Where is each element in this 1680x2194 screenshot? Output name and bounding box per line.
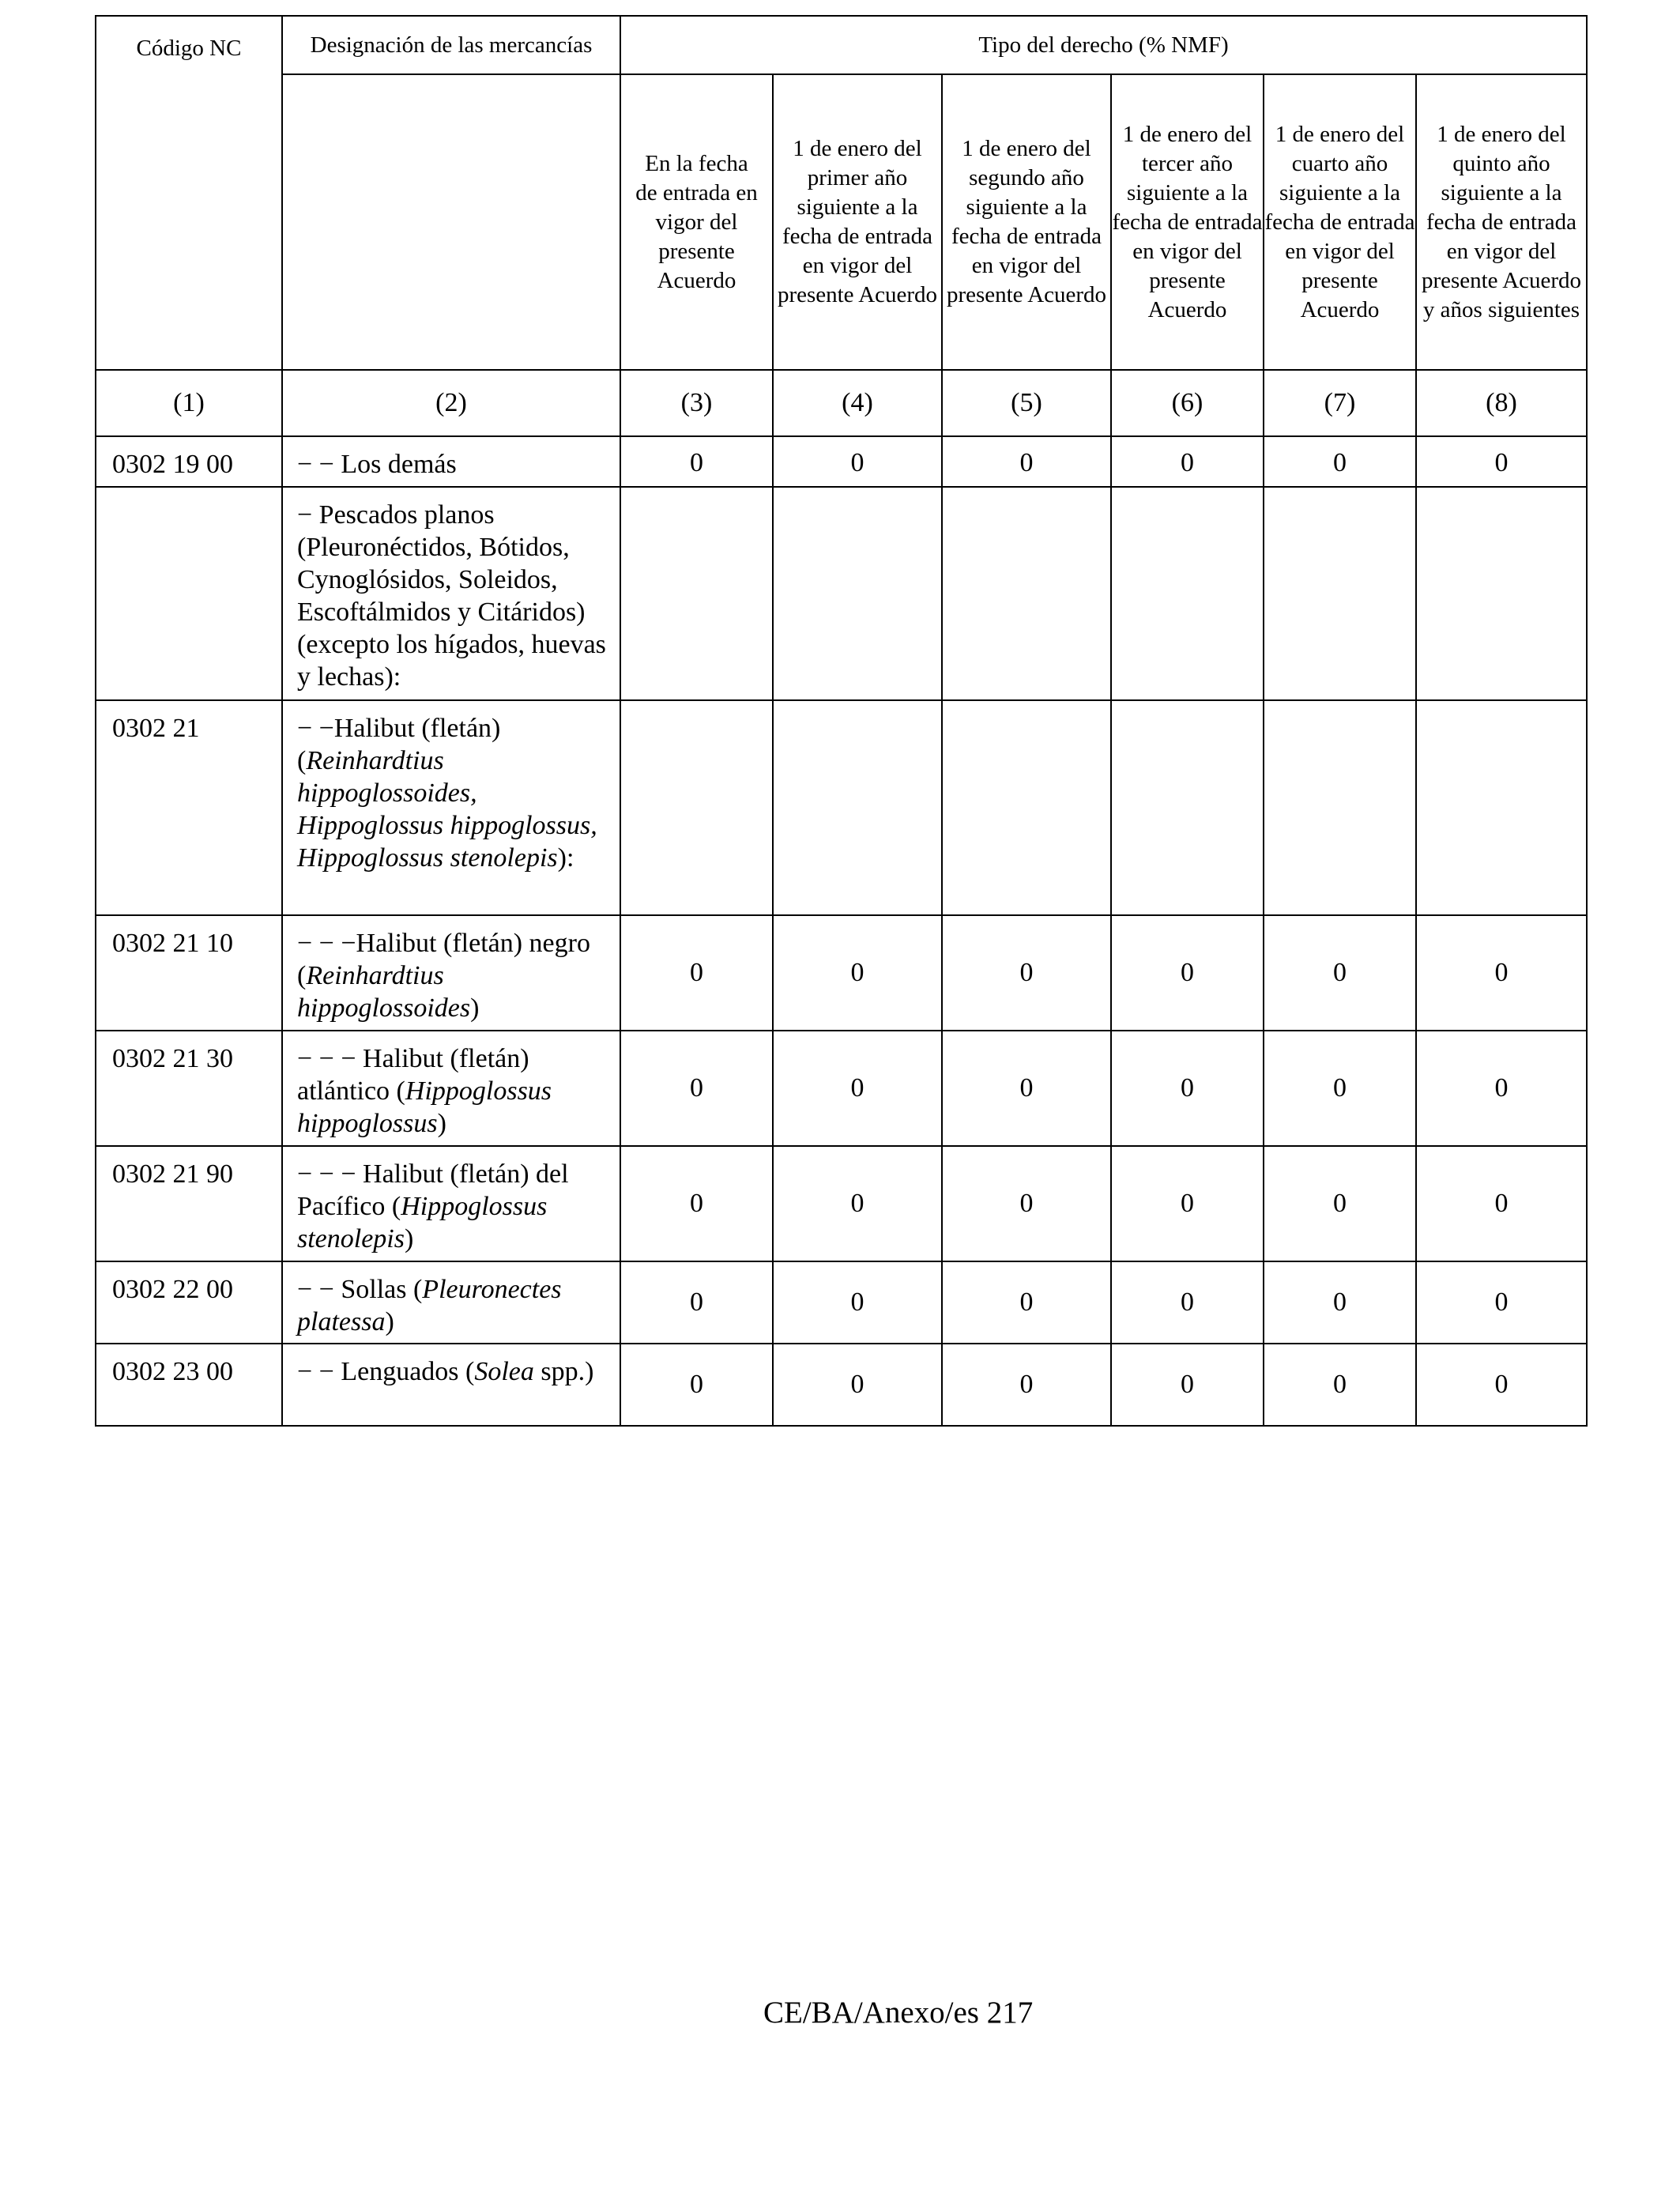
duty-rate: 0 bbox=[620, 436, 773, 487]
duty-rate: 0 bbox=[773, 1146, 942, 1261]
duty-rate: 0 bbox=[1264, 436, 1416, 487]
cn-code: 0302 21 10 bbox=[96, 915, 282, 1031]
scientific-name: Reinhardtius hippoglossoides bbox=[297, 961, 471, 1023]
duty-rate: 0 bbox=[1416, 1031, 1587, 1146]
goods-description bbox=[282, 700, 620, 915]
cn-code: 0302 21 bbox=[96, 700, 282, 915]
header-designation: Designación de las mercancías bbox=[282, 16, 620, 74]
table-row bbox=[96, 1031, 1587, 1146]
header-column-5: 1 de enero del segundo año siguiente a la fecha de entrada en vigor del presente Acuerdo bbox=[942, 74, 1111, 370]
header-duty: Tipo del derecho (% NMF) bbox=[620, 16, 1587, 74]
cn-code bbox=[96, 487, 282, 700]
duty-rate: 0 bbox=[942, 1031, 1111, 1146]
description-text: − − −Halibut (fletán) negro ( bbox=[297, 929, 590, 990]
header-column-4: 1 de enero del primer año siguiente a la fecha de entrada en vigor del presente Acuerdo bbox=[773, 74, 942, 370]
header-designation-blank bbox=[282, 74, 620, 370]
column-number: (6) bbox=[1111, 370, 1264, 436]
duty-rate: 0 bbox=[1111, 1261, 1264, 1344]
duty-rate: 0 bbox=[1416, 1344, 1587, 1426]
duty-rate: 0 bbox=[1264, 1344, 1416, 1426]
column-number: (7) bbox=[1264, 370, 1416, 436]
duty-rate bbox=[1111, 487, 1264, 700]
duty-rate: 0 bbox=[773, 436, 942, 487]
header-code: Código NC bbox=[96, 16, 282, 370]
column-number: (8) bbox=[1416, 370, 1587, 436]
duty-rate: 0 bbox=[1264, 915, 1416, 1031]
duty-rate: 0 bbox=[773, 1261, 942, 1344]
table-row bbox=[96, 487, 1587, 700]
duty-rate: 0 bbox=[942, 1344, 1111, 1426]
header-column-3: En la fecha de entrada en vigor del presente Acuerdo bbox=[620, 74, 773, 370]
column-number: (3) bbox=[620, 370, 773, 436]
page-footer: CE/BA/Anexo/es 217 bbox=[763, 1996, 1034, 2030]
duty-rate: 0 bbox=[1264, 1031, 1416, 1146]
duty-rate bbox=[1264, 487, 1416, 700]
description-text: ) bbox=[385, 1307, 394, 1336]
duty-rate bbox=[1416, 700, 1587, 915]
duty-rate: 0 bbox=[1111, 436, 1264, 487]
goods-description bbox=[282, 915, 620, 1031]
scientific-name: Pleuronectes platessa bbox=[297, 1275, 562, 1336]
table-row bbox=[96, 1261, 1587, 1344]
cn-code: 0302 22 00 bbox=[96, 1261, 282, 1344]
duty-rate: 0 bbox=[942, 436, 1111, 487]
duty-rate bbox=[1264, 700, 1416, 915]
duty-rate bbox=[620, 487, 773, 700]
scientific-name: Hippoglossus stenolepis bbox=[297, 1192, 548, 1253]
table-row bbox=[96, 700, 1587, 915]
description-text: − − − Halibut (fletán) atlántico ( bbox=[297, 1044, 529, 1106]
table-row bbox=[96, 436, 1587, 487]
duty-rate: 0 bbox=[1111, 1344, 1264, 1426]
duty-rate: 0 bbox=[942, 1146, 1111, 1261]
scientific-name: Solea bbox=[474, 1357, 534, 1386]
duty-rate bbox=[773, 487, 942, 700]
cn-code: 0302 21 30 bbox=[96, 1031, 282, 1146]
table-row bbox=[96, 1146, 1587, 1261]
scientific-name: Reinhardtius hippoglossoides, Hippoglossus hippoglossus, Hippoglossus stenolepis bbox=[297, 746, 597, 873]
duty-rate: 0 bbox=[773, 1344, 942, 1426]
goods-description bbox=[282, 487, 620, 700]
table-row bbox=[96, 915, 1587, 1031]
description-text: spp.) bbox=[533, 1357, 594, 1386]
description-text: ) bbox=[437, 1109, 446, 1138]
description-text: − Pescados planos (Pleuronéctidos, Bótidos, Cynoglósidos, Soleidos, Escoftálmidos y Citáridos) (excepto los hígados, huevas y lechas): bbox=[297, 500, 606, 692]
column-number: (5) bbox=[942, 370, 1111, 436]
column-number-row bbox=[96, 370, 1587, 436]
description-text: − − Sollas ( bbox=[297, 1275, 423, 1304]
duty-rate bbox=[942, 700, 1111, 915]
duty-rate: 0 bbox=[620, 1146, 773, 1261]
column-number: (4) bbox=[773, 370, 942, 436]
duty-rate: 0 bbox=[1416, 1146, 1587, 1261]
description-text: ): bbox=[557, 843, 574, 873]
description-text: − − Los demás bbox=[297, 450, 457, 479]
cn-code: 0302 19 00 bbox=[96, 436, 282, 487]
header-column-6: 1 de enero del tercer año siguiente a la fecha de entrada en vigor del presente Acuerdo bbox=[1111, 74, 1264, 370]
duty-rate: 0 bbox=[620, 1344, 773, 1426]
goods-description bbox=[282, 1261, 620, 1344]
duty-rate: 0 bbox=[1111, 1146, 1264, 1261]
cn-code: 0302 23 00 bbox=[96, 1344, 282, 1426]
description-text: − −Halibut (fletán) ( bbox=[297, 714, 501, 775]
duty-rate: 0 bbox=[1416, 915, 1587, 1031]
tariff-table bbox=[95, 15, 1588, 1427]
duty-rate: 0 bbox=[620, 915, 773, 1031]
duty-rate: 0 bbox=[1416, 1261, 1587, 1344]
duty-rate: 0 bbox=[620, 1031, 773, 1146]
duty-rate bbox=[1111, 700, 1264, 915]
duty-rate bbox=[773, 700, 942, 915]
duty-rate: 0 bbox=[942, 1261, 1111, 1344]
duty-rate: 0 bbox=[1111, 1031, 1264, 1146]
goods-description bbox=[282, 1031, 620, 1146]
duty-rate: 0 bbox=[1264, 1146, 1416, 1261]
table-row bbox=[96, 1344, 1587, 1426]
goods-description bbox=[282, 1344, 620, 1426]
duty-rate: 0 bbox=[620, 1261, 773, 1344]
duty-rate bbox=[620, 700, 773, 915]
header-column-8: 1 de enero del quinto año siguiente a la fecha de entrada en vigor del presente Acuerdo y años siguientes bbox=[1416, 74, 1587, 370]
duty-rate: 0 bbox=[1264, 1261, 1416, 1344]
description-text: − − − Halibut (fletán) del Pacífico ( bbox=[297, 1159, 569, 1221]
cn-code: 0302 21 90 bbox=[96, 1146, 282, 1261]
description-text: − − Lenguados ( bbox=[297, 1357, 475, 1386]
duty-rate: 0 bbox=[1111, 915, 1264, 1031]
duty-rate: 0 bbox=[942, 915, 1111, 1031]
duty-rate: 0 bbox=[773, 1031, 942, 1146]
description-text: ) bbox=[404, 1224, 414, 1253]
goods-description bbox=[282, 1146, 620, 1261]
goods-description bbox=[282, 436, 620, 487]
column-number: (2) bbox=[282, 370, 620, 436]
header-column-7: 1 de enero del cuarto año siguiente a la fecha de entrada en vigor del presente Acuerdo bbox=[1264, 74, 1416, 370]
duty-rate: 0 bbox=[773, 915, 942, 1031]
duty-rate bbox=[1416, 487, 1587, 700]
duty-rate bbox=[942, 487, 1111, 700]
scientific-name: Hippoglossus hippoglossus bbox=[297, 1076, 552, 1138]
column-number: (1) bbox=[96, 370, 282, 436]
duty-rate: 0 bbox=[1416, 436, 1587, 487]
description-text: ) bbox=[470, 993, 480, 1023]
